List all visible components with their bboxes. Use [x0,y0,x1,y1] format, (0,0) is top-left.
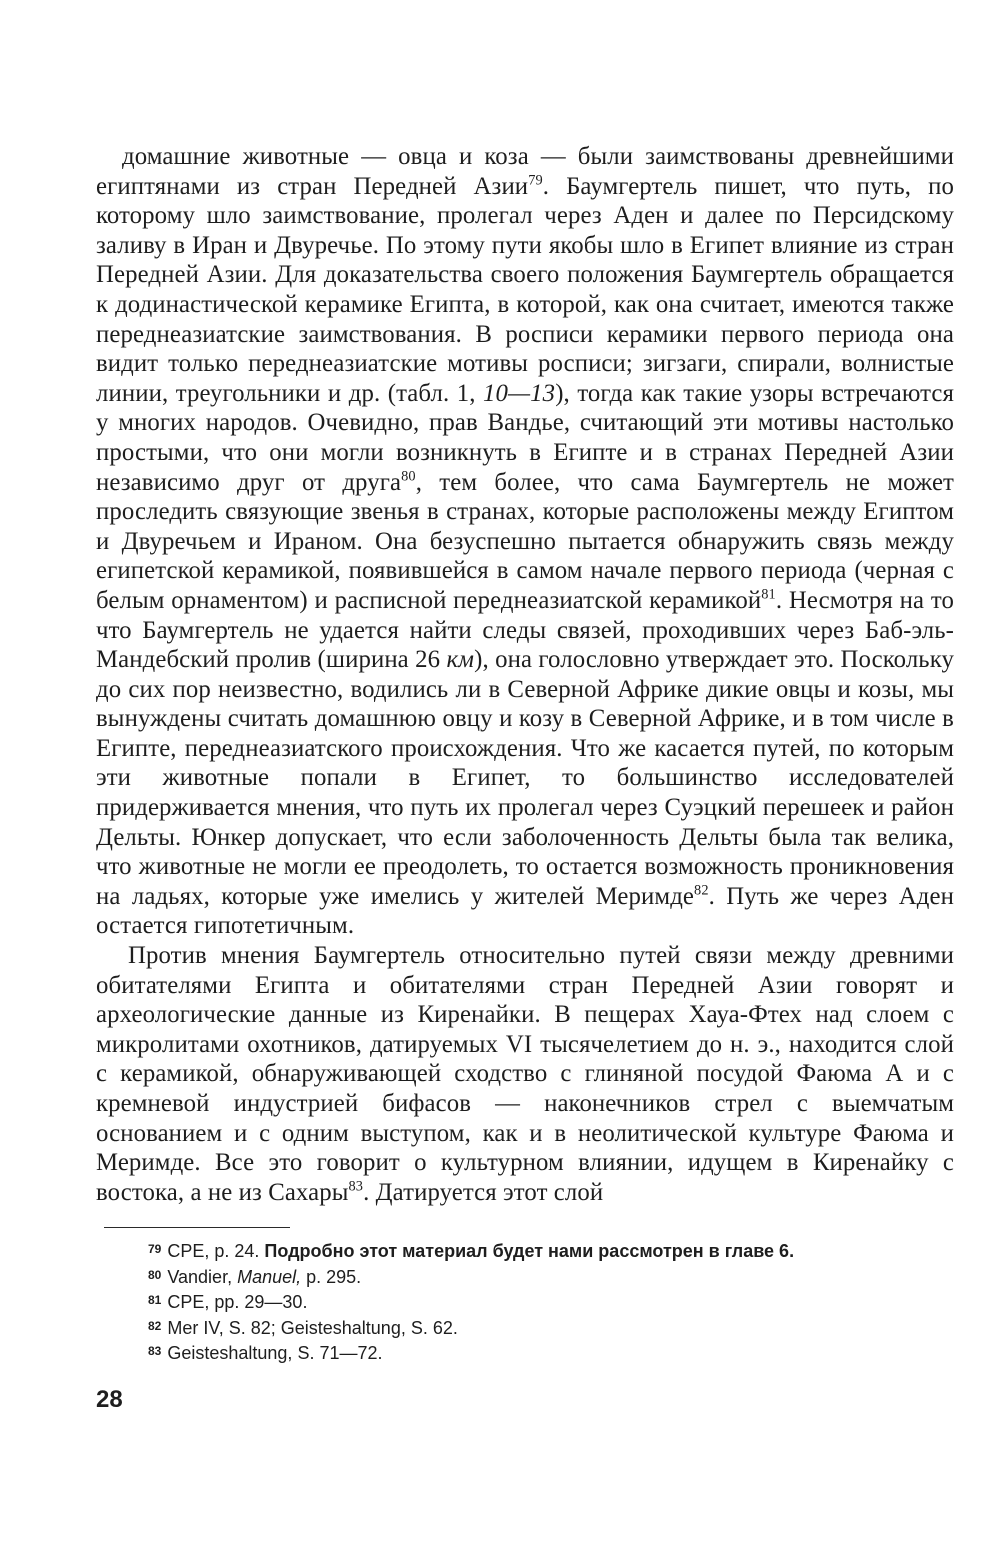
footnote [148,1315,954,1341]
text-run: . Путь же через Аден остается гипотетичным. [96,882,954,940]
footnote [148,1340,954,1366]
footnote-number: 79 [148,1242,162,1257]
text-run: Mer IV, S. 82; Geisteshaltung, S. 62. [167,1317,458,1338]
text-run: . Несмотря на то что Баумгертель не удается найти следы связей, проходивших через Баб-эль-Мандебский пролив (ширина 26 [96,586,954,674]
footnote-ref: 81 [761,586,776,603]
text-run: домашние животные — овца и коза — были заимствованы древнейшими египтянами из стран Передней Азии [96,143,954,200]
text-run: ), тогда как такие узоры встречаются у многих народов. Очевидно, прав Вандье, считающий эти мотивы настолько простыми, что они могли возникнуть в Египте и в странах Передней Азии независимо друг от друга [96,379,954,496]
footnote-number: 83 [148,1344,162,1359]
footnotes [148,1238,954,1366]
italic-text: км [446,646,475,674]
text-run: Против мнения Баумгертель относительно путей связи между древними обитателями Египта и обитателями стран Передней Азии говорят и археологические данные из Киренайки. В пещерах Хауа-Фтех над слоем с микролитами охотников, датируемых VI тысячелетием до н. э., находится слой с керамикой, обнаруживающей сходство с глиняной посудой Фаюма А и с кремневой индустрией бифасов — наконечников стрел с выемчатым основанием и с одним выступом, как и в неолитической культуре Фаюма и Меримде. Все это говорит о культурном влиянии, идущем в Киренайку с востока, а не из Сахары [96,942,954,1206]
text-run: , тем более, что сама Баумгертель не может проследить связующие звенья в странах, которые расположены между Египтом и Двуречьем и Ираном. Она безуспешно пытается обнаружить связь между египетской керамикой, появившейся в самом начале первого периода (черная с белым орнаментом) и расписной переднеазиатской керамикой [96,468,954,614]
footnote-ref: 79 [528,172,543,189]
footnote [148,1289,954,1315]
text-run: CPE, p. 24. [167,1241,265,1262]
footnote-number: 80 [148,1267,162,1282]
footnote-number: 81 [148,1293,162,1308]
text-run: . Баумгертель пишет, что путь, по которому шло заимствование, пролегал через Аден и далее по Персидскому заливу в Иран и Двуречье. По этому пути якобы шло в Египет влияние из стран Передней Азии. Для доказательства своего положения Баумгертель обращается к додинастической керамике Египта, в которой, как она считает, имеются также переднеазиатские заимствования. В росписи керамики первого периода она видит только переднеазиатские мотивы росписи; зигзаги, спирали, волнистые линии, треугольники и др. (табл. 1, [96,172,954,407]
bold-text: Подробно этот материал будет нами рассмотрен в главе 6. [264,1241,795,1262]
text-run: p. 295. [301,1266,362,1287]
footnote [148,1264,954,1290]
page-content [96,142,954,1366]
body-text [96,142,954,1207]
footnote-ref: 80 [401,468,416,485]
footnote-number: 82 [148,1318,162,1333]
paragraph [96,941,954,1207]
page-number: 28 [96,1386,123,1413]
text-run: ), она голословно утверждает это. Поскольку до сих пор неизвестно, водились ли в Северной Африке дикие овцы и козы, мы вынуждены считать домашнюю овцу и козу в Северной Африке, и в том числе в Египте, переднеазиатского происхождения. Что же касается путей, по которым эти животные попали в Египет, то большинство исследователей придерживается мнения, что путь их пролегал через Суэцкий перешеек и район Дельты. Юнкер допускает, что если заболоченность Дельты была так велика, что животные не могли ее преодолеть, то остается возможность проникновения на ладьях, которые уже имелись у жителей Меримде [96,646,954,910]
footnote-ref: 82 [694,882,709,899]
text-run: CPE, pp. 29—30. [167,1292,308,1313]
paragraph [96,142,954,941]
footnote-divider [104,1227,290,1228]
text-run: . Датируется этот слой [363,1178,604,1206]
footnote [148,1238,954,1264]
text-run: Vandier, [167,1266,238,1287]
text-run: Geisteshaltung, S. 71—72. [167,1343,383,1364]
footnote-ref: 83 [348,1178,364,1195]
italic-text: Manuel, [237,1266,302,1287]
italic-text: 10—13 [483,379,556,407]
